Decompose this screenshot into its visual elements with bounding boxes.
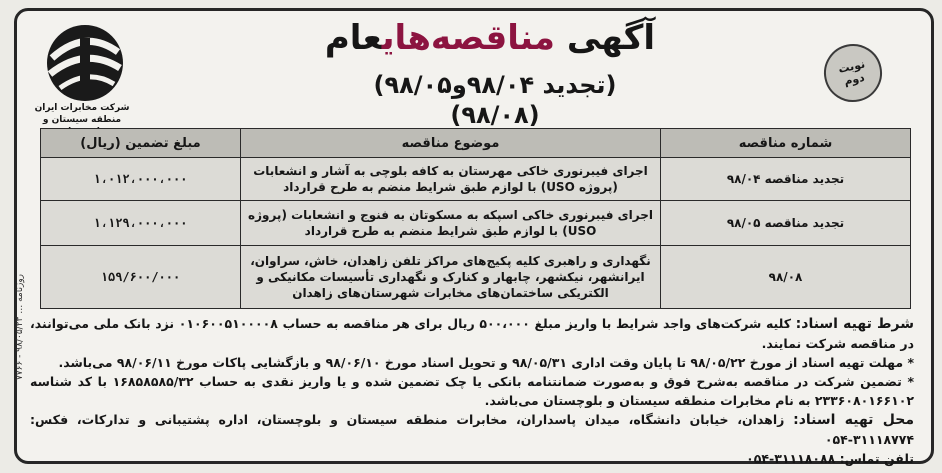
condition-location-label: محل تهیه اسناد: xyxy=(793,412,914,428)
header-tender-number: شماره مناقصه xyxy=(661,129,911,158)
page-subtitle: (تجدید ۹۸/۰۴و۹۸/۰۵)(۹۸/۰۸) xyxy=(373,71,617,129)
newspaper-side-note: روزنامه … ۹۸/۰۵/۲۳ - ۷۷۶۶ xyxy=(15,273,25,381)
round-badge: نوبت دوم xyxy=(819,39,888,108)
tender-number: تجدید مناقصه ۹۸/۰۴ xyxy=(661,158,911,201)
page-title xyxy=(300,16,680,60)
table-row xyxy=(41,201,911,246)
logo-caption-line2: منطقه سیستان و xyxy=(42,115,122,125)
tender-subject: نگهداری و راهبری کلیه پکیج‌های مراکز تلفن زاهدان، خاش، سراوان، ایرانشهر، نیکشهر، چابهار و کنارک و نگهداری تأسیسات مکانیکی و الکتریکی ساختمان‌های مخابرات شهرستان‌های زاهدان xyxy=(241,246,661,309)
logo-graphic xyxy=(30,18,140,108)
conditions-section xyxy=(30,314,914,468)
header-tender-subject: موضوع مناقصه xyxy=(241,129,661,158)
title-prefix: آگهی xyxy=(566,18,656,58)
table-row xyxy=(41,246,911,309)
condition-purchase-text: کلیه شرکت‌های واجد شرایط با واریز مبلغ ۵۰۰،۰۰۰ ریال برای هر مناقصه به حساب ۰۱۰۶۰۰۵۱۰۰۰۰۸ نزد بانک ملی می‌توانند، در مناقصه شرکت نمایند. xyxy=(30,316,914,351)
table-row xyxy=(41,158,911,201)
condition-purchase-label: شرط تهیه اسناد: xyxy=(795,316,915,332)
title-highlight: مناقصه‌های xyxy=(381,18,555,58)
condition-location xyxy=(30,410,914,449)
condition-deadline: * مهلت تهیه اسناد از مورخ ۹۸/۰۵/۲۲ تا پایان وقت اداری ۹۸/۰۵/۳۱ و تحویل اسناد مورخ ۹۸/۰۶/۱۰ و بازگشایی پاکات مورخ ۹۸/۰۶/۱۱ می‌باشد. xyxy=(58,355,914,370)
tender-subject: اجرای فیبرنوری خاکی اسپکه به مسکوتان به فنوج و انشعابات (پروژه USO) با لوازم طبق شرایط منضم به طرح قرارداد xyxy=(241,201,661,246)
guarantee-amount: ۱،۱۲۹،۰۰۰،۰۰۰ xyxy=(41,201,241,246)
tender-table xyxy=(40,128,911,309)
logo-caption-line1: شرکت مخابرات ایران xyxy=(34,103,130,113)
tender-subject: اجرای فیبرنوری خاکی مهرستان به کافه بلوچی به آشار و انشعابات (پروژه USO) با لوازم طبق شرایط منضم به طرح قرارداد xyxy=(241,158,661,201)
guarantee-amount: ۱۵۹/۶۰۰/۰۰۰ xyxy=(41,246,241,309)
header-guarantee-amount: مبلغ تضمین (ریال) xyxy=(41,129,241,158)
condition-phone: تلفن تماس: ۳۱۱۱۸۰۸۸-۰۵۴ xyxy=(746,451,914,466)
condition-location-text: زاهدان، خیابان دانشگاه، میدان پاسداران، مخابرات منطقه سیستان و بلوچستان، اداره پشتیبانی و تدارکات، فکس: ۳۱۱۱۸۷۷۴-۰۵۴ xyxy=(30,412,914,447)
table-header-row xyxy=(41,129,911,158)
condition-guarantee: * تضمین شرکت در مناقصه به‌شرح فوق و به‌صورت ضمانتنامه بانکی یا چک تضمین شده و یا واریز نقدی به حساب ۱۶۸۵۸۵۸۵/۳۲ با کد شناسه ۲۳۳۶۰۸۰۱۶۶۱۰۲ به نام مخابرات منطقه سیستان و بلوچستان می‌باشد. xyxy=(30,374,914,408)
title-suffix: عام xyxy=(324,18,382,58)
tender-number: ۹۸/۰۸ xyxy=(661,246,911,309)
condition-purchase xyxy=(30,314,914,353)
guarantee-amount: ۱،۰۱۲،۰۰۰،۰۰۰ xyxy=(41,158,241,201)
tender-number: تجدید مناقصه ۹۸/۰۵ xyxy=(661,201,911,246)
